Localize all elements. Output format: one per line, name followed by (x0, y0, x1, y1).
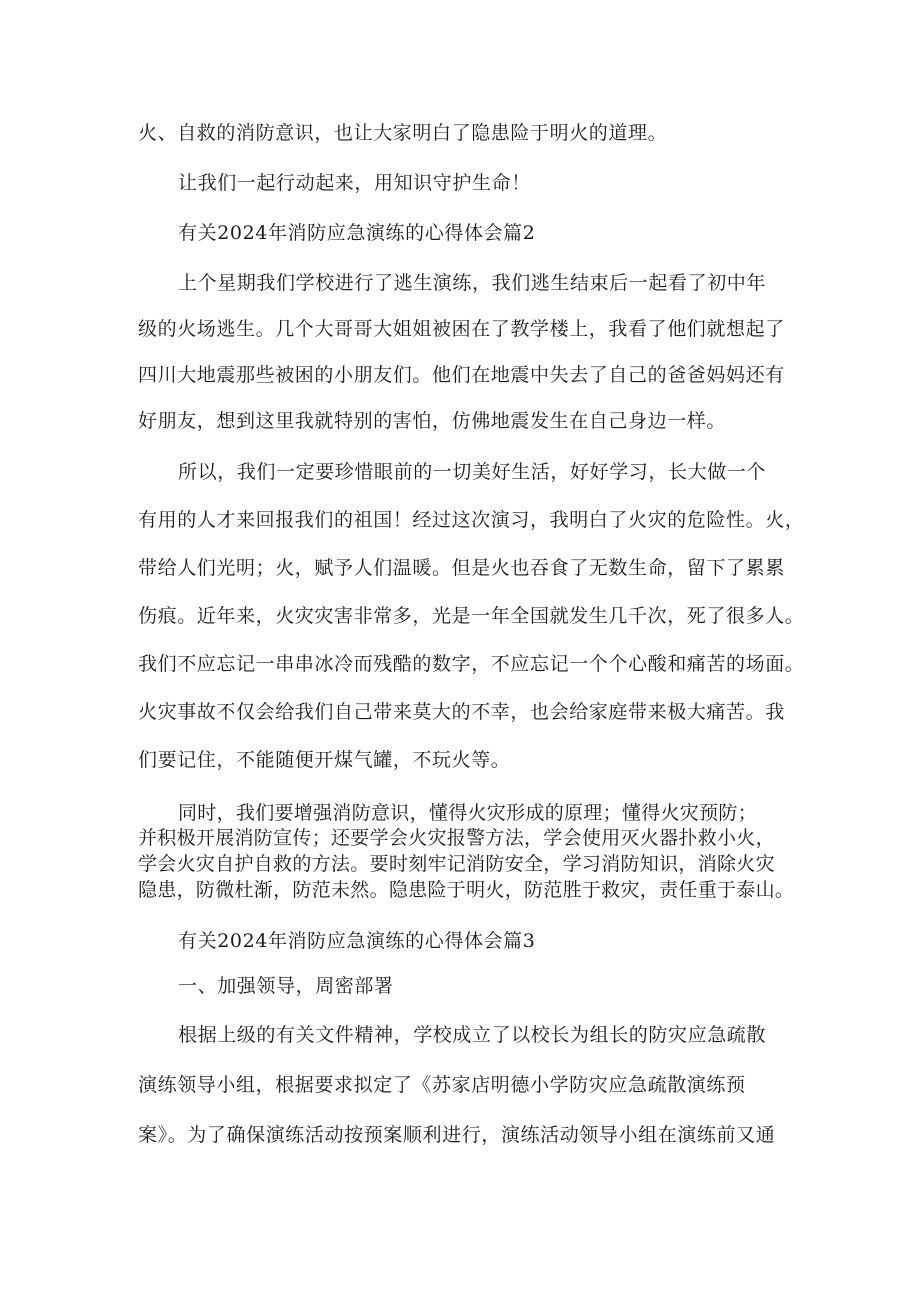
paragraph-line: 火、自救的消防意识，也让大家明白了隐患险于明火的道理。 (138, 122, 668, 144)
subsection-heading: 一、加强领导，周密部署 (178, 975, 394, 997)
paragraph-line: 案》。为了确保演练活动按预案顺利进行，演练活动领导小组在演练前又通 (138, 1124, 776, 1146)
paragraph-line: 火灾事故不仅会给我们自己带来莫大的不幸，也会给家庭带来极大痛苦。我 (138, 701, 785, 723)
paragraph-line: 学会火灾自护自救的方法。要时刻牢记消防安全，学习消防知识，消除火灾 (138, 853, 775, 875)
paragraph-line: 级的火场逃生。几个大哥哥大姐姐被困在了教学楼上，我看了他们就想起了 (138, 318, 785, 340)
paragraph-line: 有用的人才来回报我们的祖国！经过这次演习，我明白了火灾的危险性。火， (138, 509, 805, 531)
paragraph-line: 演练领导小组，根据要求拟定了《苏家店明德小学防灾应急疏散演练预 (138, 1074, 746, 1096)
paragraph-line: 并积极开展消防宣传；还要学会火灾报警方法，学会使用灭火器扑救小火， (138, 827, 775, 849)
section-heading: 有关2024年消防应急演练的心得体会篇3 (178, 930, 536, 952)
paragraph-line: 根据上级的有关文件精神，学校成立了以校长为组长的防灾应急疏散 (178, 1024, 767, 1046)
paragraph-line: 所以，我们一定要珍惜眼前的一切美好生活，好好学习，长大做一个 (178, 461, 767, 483)
paragraph-line: 同时，我们要增强消防意识，懂得火灾形成的原理；懂得火灾预防； (178, 802, 758, 824)
paragraph-line: 们要记住，不能随便开煤气罐，不玩火等。 (138, 749, 511, 771)
paragraph-line: 四川大地震那些被困的小朋友们。他们在地震中失去了自己的爸爸妈妈还有 (138, 364, 785, 386)
paragraph-line: 好朋友，想到这里我就特别的害怕，仿佛地震发生在自己身边一样。 (138, 410, 727, 432)
paragraph-line: 隐患，防微杜渐，防范未然。隐患险于明火，防范胜于救灾，责任重于泰山。 (138, 879, 795, 901)
section-heading: 有关2024年消防应急演练的心得体会篇2 (178, 222, 536, 244)
paragraph-line: 让我们一起行动起来，用知识守护生命！ (178, 172, 531, 194)
paragraph-line: 带给人们光明；火，赋予人们温暖。但是火也吞食了无数生命，留下了累累 (138, 557, 785, 579)
paragraph-line: 上个星期我们学校进行了逃生演练，我们逃生结束后一起看了初中年 (178, 272, 767, 294)
paragraph-line: 伤痕。近年来，火灾灾害非常多，光是一年全国就发生几千次，死了很多人。 (138, 605, 805, 627)
paragraph-line: 我们不应忘记一串串冰冷而残酷的数字，不应忘记一个个心酸和痛苦的场面。 (138, 653, 805, 675)
